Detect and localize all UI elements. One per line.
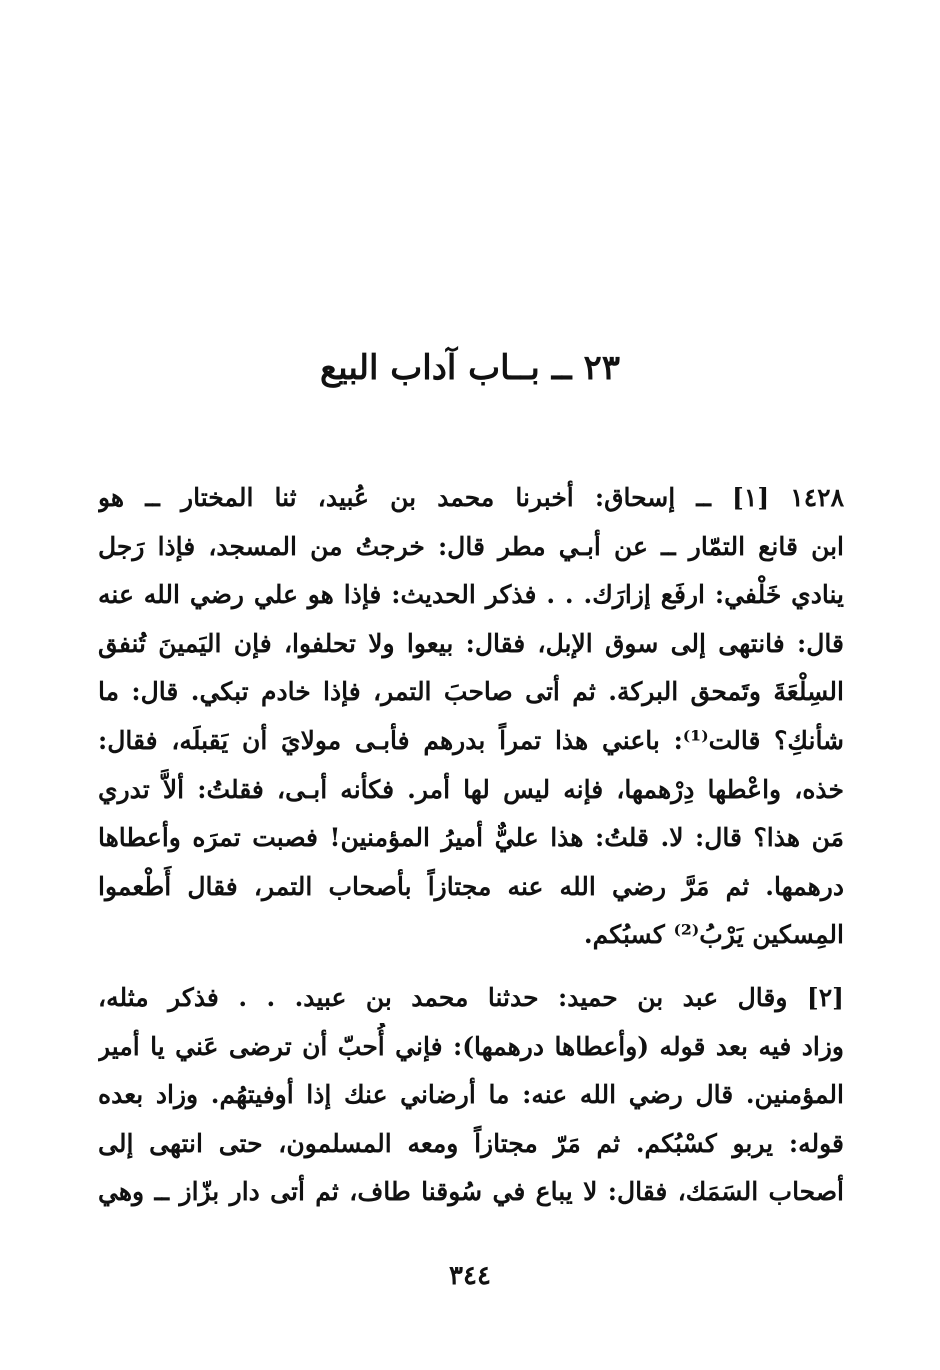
paragraph-gap <box>98 960 844 974</box>
hadith-1428-paragraph <box>98 474 844 960</box>
text-line: شأنكِ؟ قالت⁽¹⁾: باعني هذا تمراً بدرهم فأبـى مولايَ أن يَقبلَه، فقال: <box>98 725 844 755</box>
text-line: ابن قانع التمّار ــ عن أبـي مطر قال: خرجتُ من المسجد، فإذا رَجل <box>98 531 844 561</box>
body-text <box>98 474 844 1217</box>
text-line: أصحاب السَمَك، فقال: لا يباع في سُوقنا طاف، ثم أتى دار بزّاز ــ وهي <box>98 1177 844 1207</box>
text-line: خذه، واعْطها دِرْهمها، فإنه ليس لها أمر. فكأنه أبـى، فقلتُ: ألاَّ تدري <box>98 774 844 804</box>
text-line: [٢] وقال عبد بن حميد: حدثنا محمد بن عبيد. . . فذكر مثله، <box>98 982 844 1012</box>
text-line: ١٤٢٨ [١] ــ إسحاق: أخبرنا محمد بن عُبيد، ثنا المختار ــ هو <box>98 483 844 512</box>
text-line: ينادي خَلْفي: ارفَع إزارَك. . . فذكر الحديث: فإذا هو علي رضي الله عنه <box>98 580 844 610</box>
text-line: السِلْعَةَ وتَمحق البركة. ثم أتى صاحبَ التمر، فإذا خادم تبكي. قال: ما <box>98 677 844 707</box>
page-number: ٣٤٤ <box>449 1261 491 1291</box>
text-line: وزاد فيه بعد قوله (وأعطاها درهمها): فإني أُحبّ أن ترضى عَني يا أمير <box>98 1031 844 1061</box>
narration-2-paragraph <box>98 974 844 1217</box>
chapter-title: ٢٣ ــ بــاب آداب البيع <box>319 348 620 388</box>
text-line-last: المِسكين يَرْبُ⁽²⁾ كسبُكم. <box>583 920 844 950</box>
text-line: مَن هذا؟ قال: لا. قلتُ: هذا عليٌّ أميرُ المؤمنين! فصبت تمرَه وأعطاها <box>98 823 844 853</box>
text-line: المؤمنين. قال رضي الله عنه: ما أرضاني عنك إذا أوفيتهُم. وزاد بعده <box>98 1080 844 1110</box>
text-line: درهمها. ثم مَرَّ رضي الله عنه مجتازاً بأصحاب التمر، فقال أَطْعموا <box>98 871 844 901</box>
text-line: قال: فانتهى إلى سوق الإبل، فقال: بيعوا ولا تحلفوا، فإن اليَمينَ تُنفق <box>98 628 844 658</box>
text-line: قوله: يربو كسْبُكم. ثم مَرّ مجتازاً ومعه المسلمون، حتى انتهى إلى <box>98 1128 844 1158</box>
